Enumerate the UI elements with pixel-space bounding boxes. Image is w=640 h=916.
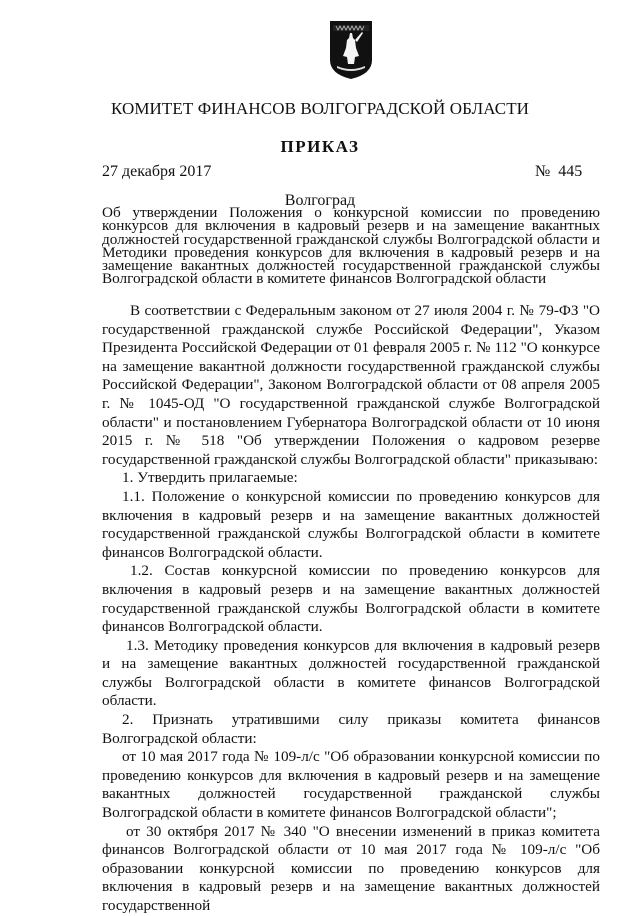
document-body: [102, 302, 600, 916]
item-1-3-paragraph: 1.3. Методику проведения конкурсов для включения в кадровый резерв и на замещение вакантных должностей государственной гражданской службы Волгоградской области в комитете финансов Волгоградской области.: [102, 636, 600, 710]
item-1-1-paragraph: 1.1. Положение о конкурсной комиссии по проведению конкурсов для включения в кадровый резерв и на замещение вакантных должностей государственной гражданской службы Волгоградской области в комитете финансов Волгоградской области.: [102, 487, 600, 561]
item-2-paragraph: 2. Признать утратившими силу приказы комитета финансов Волгоградской области:: [102, 711, 600, 747]
volgograd-coat-of-arms-icon: [329, 20, 373, 80]
document-date: 27 декабря 2017: [102, 163, 212, 180]
item-1-paragraph: 1. Утвердить прилагаемые:: [122, 469, 298, 487]
document-number: № 445: [535, 163, 583, 180]
preamble-paragraph: В соответствии с Федеральным законом от 27 июля 2004 г. № 79-ФЗ "О государственной гражданской службе Российской Федерации", Указом Президента Российской Федерации от 01 февраля 2005 г. № 112 "О конкурсе на замещение вакантной должности государственной гражданской службы Российской Федерации", Законом Волгоградской области от 08 апреля 2005 г. № 1045-ОД "О государственной гражданской службе Волгоградской области" и постановлением Губернатора Волгоградской области от 10 июня 2015 г. № 518 "Об утверждении Положения о кадровом резерве государственной гражданской службы Волгоградской области" приказываю:: [102, 302, 600, 468]
organization-name: КОМИТЕТ ФИНАНСОВ ВОЛГОГРАДСКОЙ ОБЛАСТИ: [110, 99, 530, 118]
document-type: ПРИКАЗ: [280, 137, 360, 156]
item-2-a-paragraph: от 10 мая 2017 года № 109-л/с "Об образовании конкурсной комиссии по проведению конкурсов для включения в кадровый резерв и на замещение вакантных должностей государственной гражданской службы Волгоградской области в комитете финансов Волгоградской области";: [102, 748, 600, 822]
item-1-2-paragraph: 1.2. Состав конкурсной комиссии по проведению конкурсов для включения в кадровый резерв и на замещение вакантных должностей государственной гражданской службы Волгоградской области в комитете финансов Волгоградской области.: [102, 562, 600, 636]
document-subject: Об утверждении Положения о конкурсной комиссии по проведению конкурсов для включения в кадровый резерв и на замещение вакантных должностей государственной гражданской службы Волгоградской области и Методики проведения конкурсов для включения в кадровый резерв и на замещение вакантных должностей государственной гражданской службы Волгоградской области в комитете финансов Волгоградской области: [102, 204, 600, 288]
document-city: Волгоград: [284, 192, 356, 209]
item-2-b-paragraph: от 30 октября 2017 № 340 "О внесении изменений в приказ комитета финансов Волгоградской области от 10 мая 2017 года № 109-л/с "Об образовании конкурсной комиссии по проведению конкурсов для включения в кадровый резерв и на замещение вакантных должностей государственной: [102, 822, 600, 914]
